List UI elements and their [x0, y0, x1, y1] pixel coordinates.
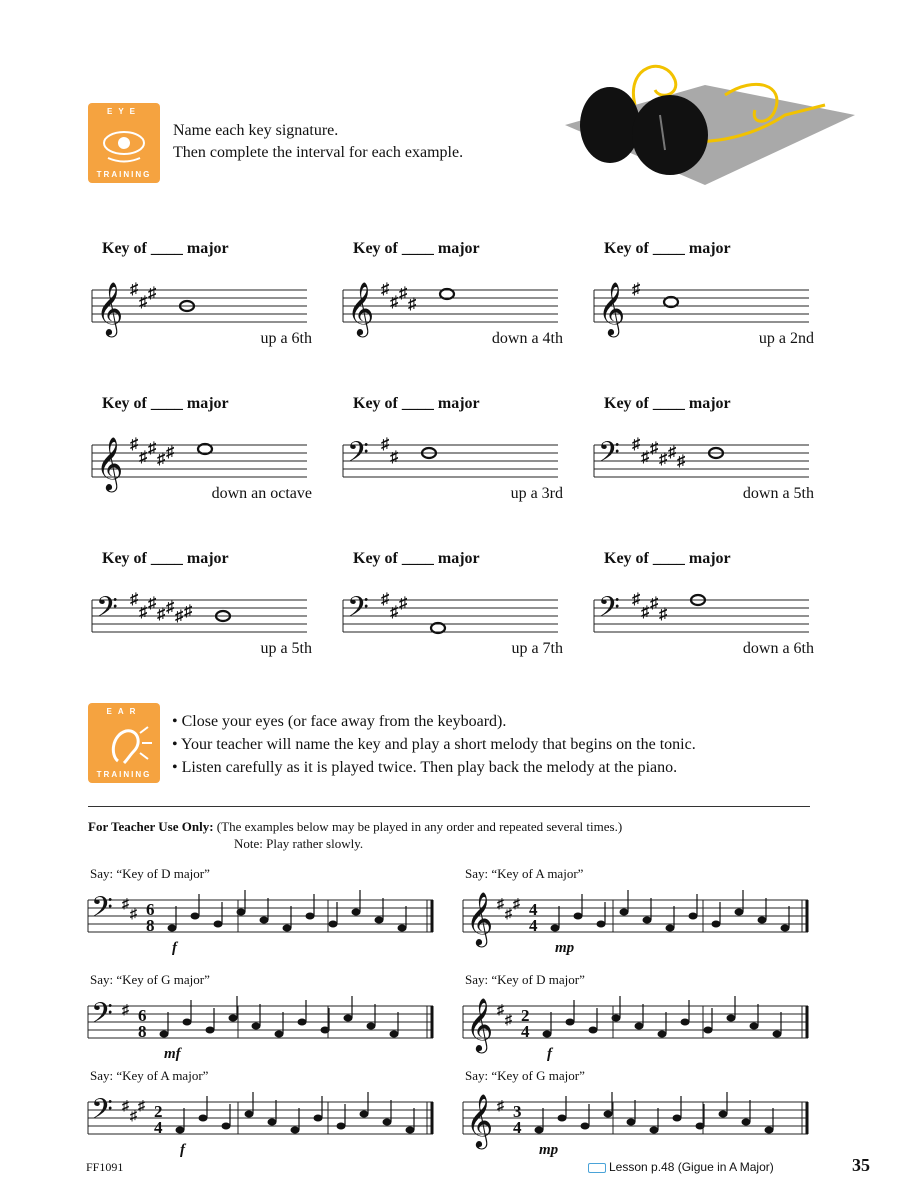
note-head — [589, 1027, 598, 1034]
sharp-icon: ♯ — [659, 606, 667, 623]
sharp-icon: ♯ — [148, 285, 156, 302]
note-head — [535, 1127, 544, 1134]
sharp-icon: ♯ — [390, 294, 398, 311]
exercise-title: Key of ____ major — [353, 550, 480, 567]
note-head — [291, 1127, 300, 1134]
note-head — [597, 921, 606, 928]
sharp-icon: ♯ — [677, 453, 685, 470]
sharp-icon: ♯ — [139, 294, 147, 311]
exercise-title: Key of ____ major — [604, 240, 731, 257]
exercise-title: Key of ____ major — [102, 550, 229, 567]
meter-top: 6 — [146, 900, 155, 919]
teacher-instruction: (The examples below may be played in any order and repeated several times.) — [216, 819, 623, 834]
sharp-icon: ♯ — [497, 897, 504, 912]
sharp-icon: ♯ — [157, 606, 165, 623]
meter-top: 4 — [529, 900, 538, 919]
exercise-title: Key of ____ major — [353, 395, 480, 412]
melody-staff — [463, 886, 813, 966]
sunglasses-illustration — [555, 45, 855, 185]
note-head — [406, 1127, 415, 1134]
treble-clef-icon: 𝄞 — [96, 438, 124, 489]
note-head — [658, 1031, 667, 1038]
note-head — [360, 1111, 369, 1118]
sharp-icon: ♯ — [148, 595, 156, 612]
note-head — [214, 921, 223, 928]
treble-clef-icon: 𝄞 — [466, 1095, 494, 1146]
interval-label: up a 5th — [260, 640, 312, 657]
melody-staff — [463, 1088, 813, 1168]
sharp-icon: ♯ — [130, 591, 138, 608]
note-head — [398, 925, 407, 932]
sharp-icon: ♯ — [139, 449, 147, 466]
sharp-icon: ♯ — [641, 449, 649, 466]
note-head — [781, 925, 790, 932]
exercise-title: Key of ____ major — [102, 395, 229, 412]
dynamic-marking: f — [180, 1142, 185, 1158]
note-head — [260, 917, 269, 924]
interval-label: down an octave — [211, 485, 312, 502]
note-head — [558, 1115, 567, 1122]
note-head — [604, 1111, 613, 1118]
dynamic-marking: f — [172, 940, 177, 956]
catalog-code: FF1091 — [86, 1160, 124, 1174]
say-key-label: Say: “Key of A major” — [465, 866, 584, 881]
sharp-icon: ♯ — [130, 1109, 137, 1124]
note-head — [581, 1123, 590, 1130]
bass-clef-icon: 𝄢 — [91, 1095, 113, 1132]
note-head — [543, 1031, 552, 1038]
meter-top: 3 — [513, 1102, 522, 1121]
exercise-title: Key of ____ major — [102, 240, 229, 257]
melody-staff — [88, 992, 438, 1072]
sharp-icon: ♯ — [650, 440, 658, 457]
bass-clef-icon: 𝄢 — [91, 999, 113, 1036]
note-head — [727, 1015, 736, 1022]
sharp-icon: ♯ — [184, 603, 192, 620]
note-head — [283, 925, 292, 932]
sharp-icon: ♯ — [381, 436, 389, 453]
sharp-icon: ♯ — [505, 1013, 512, 1028]
note-head — [245, 1111, 254, 1118]
lesson-ref-text: Lesson p.48 (Gigue in A Major) — [609, 1160, 774, 1174]
interval-label: down a 4th — [491, 330, 563, 347]
meter-bottom: 8 — [138, 1022, 147, 1041]
treble-clef-icon: 𝄞 — [598, 283, 626, 334]
sharp-icon: ♯ — [390, 449, 398, 466]
note-head — [735, 909, 744, 916]
note-head — [551, 925, 560, 932]
sharp-icon: ♯ — [157, 451, 165, 468]
note-head — [367, 1023, 376, 1030]
note-head — [765, 1127, 774, 1134]
note-head — [344, 1015, 353, 1022]
book-icon — [588, 1163, 606, 1173]
note-head — [199, 1115, 208, 1122]
sharp-icon: ♯ — [632, 281, 640, 298]
sharp-icon: ♯ — [130, 436, 138, 453]
sharp-icon: ♯ — [138, 1099, 145, 1114]
note-head — [191, 913, 200, 920]
list-item: • Close your eyes (or face away from the keyboard). — [172, 710, 696, 733]
teacher-instruction-2: Note: Play rather slowly. — [234, 836, 364, 851]
exercise-title: Key of ____ major — [604, 395, 731, 412]
note-head — [275, 1031, 284, 1038]
sharp-icon: ♯ — [505, 907, 512, 922]
sharp-icon: ♯ — [166, 444, 174, 461]
note-head — [306, 913, 315, 920]
divider — [88, 806, 810, 807]
sharp-icon: ♯ — [497, 1099, 504, 1114]
dynamic-marking: mp — [555, 940, 575, 956]
sharp-icon: ♯ — [650, 595, 658, 612]
note-head — [681, 1019, 690, 1026]
say-key-label: Say: “Key of A major” — [90, 1068, 209, 1083]
dynamic-marking: f — [547, 1046, 552, 1062]
note-head — [383, 1119, 392, 1126]
note-head — [673, 1115, 682, 1122]
sharp-icon: ♯ — [399, 285, 407, 302]
note-head — [168, 925, 177, 932]
badge-top-label: EAR — [106, 707, 142, 716]
note-head — [222, 1123, 231, 1130]
note-head — [773, 1031, 782, 1038]
interval-label: up a 2nd — [758, 330, 814, 347]
sharp-icon: ♯ — [408, 296, 416, 313]
say-key-label: Say: “Key of D major” — [465, 972, 585, 987]
sharp-icon: ♯ — [130, 281, 138, 298]
list-item: • Listen carefully as it is played twice. Then play back the melody at the piano. — [172, 756, 696, 779]
note-head — [566, 1019, 575, 1026]
teacher-label: For Teacher Use Only: — [88, 819, 214, 834]
treble-clef-icon: 𝄞 — [466, 999, 494, 1050]
meter-top: 2 — [521, 1006, 530, 1025]
interval-label: up a 6th — [260, 330, 312, 347]
note-head — [390, 1031, 399, 1038]
note-head — [183, 1019, 192, 1026]
say-key-label: Say: “Key of G major” — [465, 1068, 585, 1083]
meter-top: 6 — [138, 1006, 147, 1025]
interval-label: up a 7th — [511, 640, 563, 657]
note-head — [620, 909, 629, 916]
sharp-icon: ♯ — [122, 1099, 129, 1114]
bass-clef-icon: 𝄢 — [598, 593, 620, 630]
note-head — [314, 1115, 323, 1122]
note-head — [704, 1027, 713, 1034]
sharp-icon: ♯ — [513, 897, 520, 912]
list-item: • Your teacher will name the key and play a short melody that begins on the tonic. — [172, 733, 696, 756]
interval-label: up a 3rd — [510, 485, 563, 502]
treble-clef-icon: 𝄞 — [347, 283, 375, 334]
note-head — [712, 921, 721, 928]
sharp-icon: ♯ — [659, 451, 667, 468]
ear-training-badge — [88, 703, 160, 783]
ear-training-instructions — [172, 710, 696, 779]
treble-clef-icon: 𝄞 — [466, 893, 494, 944]
badge-bottom-label: TRAINING — [96, 770, 152, 779]
sharp-icon: ♯ — [641, 604, 649, 621]
note-head — [635, 1023, 644, 1030]
note-head — [337, 1123, 346, 1130]
note-head — [750, 1023, 759, 1030]
note-head — [268, 1119, 277, 1126]
interval-label: down a 5th — [742, 485, 814, 502]
exercise-title: Key of ____ major — [604, 550, 731, 567]
dynamic-marking: mf — [164, 1046, 181, 1062]
sharp-icon: ♯ — [497, 1003, 504, 1018]
say-key-label: Say: “Key of D major” — [90, 866, 210, 881]
melody-staff — [88, 886, 438, 966]
bass-clef-icon: 𝄢 — [96, 593, 118, 630]
note-head — [229, 1015, 238, 1022]
treble-clef-icon: 𝄞 — [96, 283, 124, 334]
badge-top-label: EYE — [106, 107, 141, 116]
meter-bottom: 4 — [529, 916, 538, 935]
say-key-label: Say: “Key of G major” — [90, 972, 210, 987]
badge-bottom-label: TRAINING — [96, 170, 152, 179]
melody-staff — [463, 992, 813, 1072]
note-head — [352, 909, 361, 916]
sharp-icon: ♯ — [632, 436, 640, 453]
melody-staff — [88, 1088, 438, 1168]
meter-top: 2 — [154, 1102, 163, 1121]
note-head — [650, 1127, 659, 1134]
page-number: 35 — [852, 1155, 870, 1175]
note-head — [666, 925, 675, 932]
sharp-icon: ♯ — [122, 1003, 129, 1018]
note-head — [574, 913, 583, 920]
note-head — [252, 1023, 261, 1030]
meter-bottom: 4 — [521, 1022, 530, 1041]
sharp-icon: ♯ — [381, 591, 389, 608]
instruction-line-2: Then complete the interval for each example. — [173, 144, 464, 161]
sharp-icon: ♯ — [632, 591, 640, 608]
note-head — [689, 913, 698, 920]
note-head — [742, 1119, 751, 1126]
sharp-icon: ♯ — [148, 440, 156, 457]
dynamic-marking: mp — [539, 1142, 559, 1158]
meter-bottom: 8 — [146, 916, 155, 935]
instruction-line-1: Name each key signature. — [173, 122, 339, 139]
teacher-note — [88, 818, 622, 852]
meter-bottom: 4 — [513, 1118, 522, 1137]
sharp-icon: ♯ — [175, 608, 183, 625]
exercise-title: Key of ____ major — [353, 240, 480, 257]
sharp-icon: ♯ — [399, 595, 407, 612]
note-head — [160, 1031, 169, 1038]
bass-clef-icon: 𝄢 — [347, 593, 369, 630]
eye-training-badge — [88, 103, 160, 183]
sharp-icon: ♯ — [130, 907, 137, 922]
note-head — [719, 1111, 728, 1118]
sharp-icon: ♯ — [381, 281, 389, 298]
sharp-icon: ♯ — [139, 604, 147, 621]
sharp-icon: ♯ — [390, 604, 398, 621]
lesson-reference — [588, 1160, 774, 1174]
note-head — [758, 917, 767, 924]
note-head — [627, 1119, 636, 1126]
note-head — [329, 921, 338, 928]
bass-clef-icon: 𝄢 — [598, 438, 620, 475]
sharp-icon: ♯ — [668, 444, 676, 461]
note-head — [643, 917, 652, 924]
bass-clef-icon: 𝄢 — [347, 438, 369, 475]
note-head — [176, 1127, 185, 1134]
sharp-icon: ♯ — [166, 599, 174, 616]
note-head — [298, 1019, 307, 1026]
note-head — [375, 917, 384, 924]
meter-bottom: 4 — [154, 1118, 163, 1137]
interval-label: down a 6th — [742, 640, 814, 657]
sharp-icon: ♯ — [122, 897, 129, 912]
note-head — [206, 1027, 215, 1034]
bass-clef-icon: 𝄢 — [91, 893, 113, 930]
